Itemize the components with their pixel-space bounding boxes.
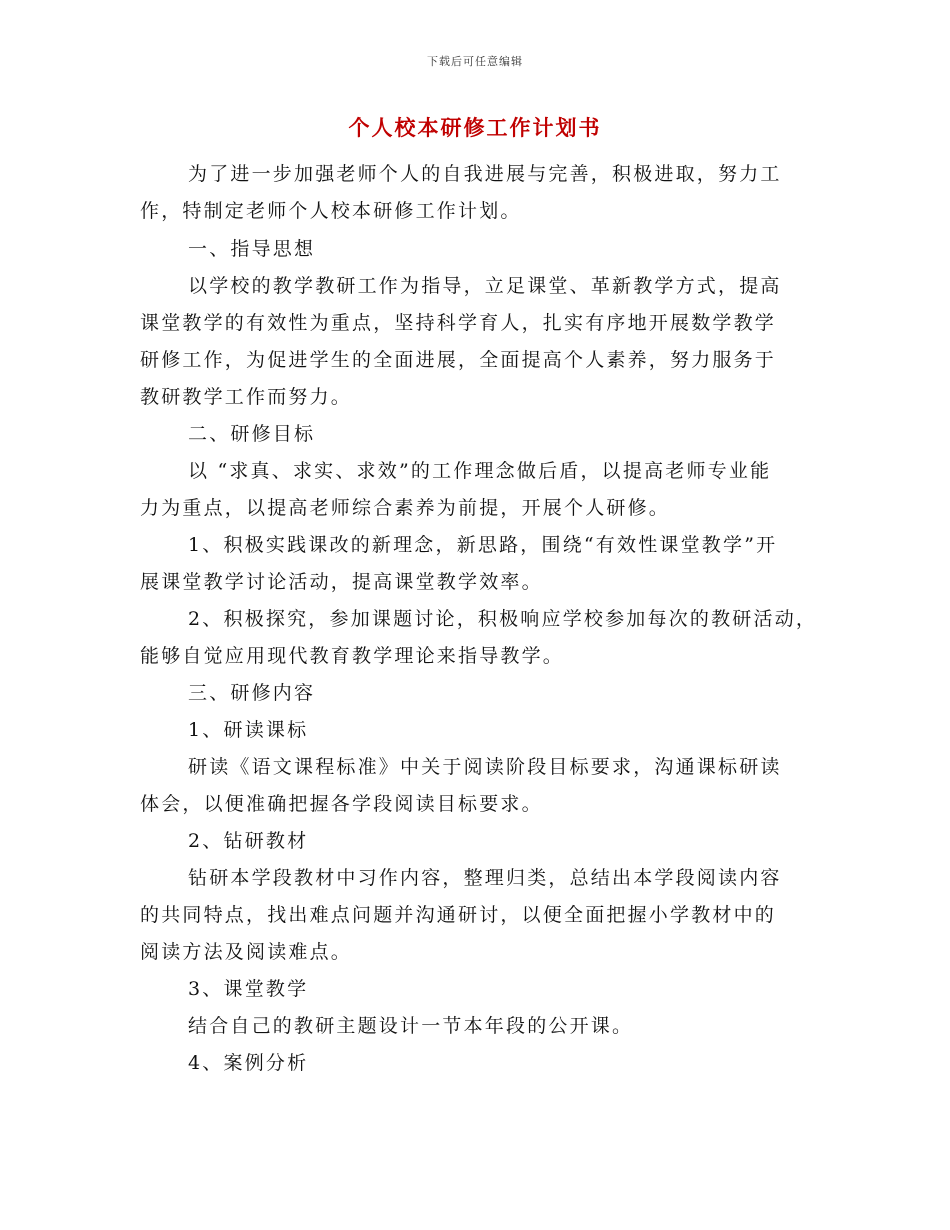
paragraph-line: 2、积极探究，参加课题讨论，积极响应学校参加每次的教研活动，: [188, 608, 818, 630]
paragraph-line: 力为重点，以提高老师综合素养为前提，开展个人研修。: [140, 497, 671, 519]
paragraph-line: 能够自觉应用现代教育教学理论来指导教学。: [140, 645, 565, 667]
section-heading: 二、研修目标: [188, 423, 316, 445]
subsection-heading: 1、研读课标: [188, 719, 309, 741]
paragraph-line: 研修工作，为促进学生的全面进展，全面提高个人素养，努力服务于: [140, 349, 777, 371]
paragraph-line: 体会，以便准确把握各学段阅读目标要求。: [140, 793, 543, 815]
paragraph-line: 以 “求真、求实、求效”的工作理念做后盾，以提高老师专业能: [188, 460, 772, 482]
paragraph-line: 作，特制定老师个人校本研修工作计划。: [140, 200, 522, 222]
subsection-heading: 3、课堂教学: [188, 978, 309, 1000]
page-header: 下载后可任意编辑: [427, 55, 523, 68]
paragraph-line: 的共同特点，找出难点问题并沟通研讨，以便全面把握小学教材中的: [140, 904, 777, 926]
paragraph-line: 为了进一步加强老师个人的自我进展与完善，积极进取，努力工: [188, 163, 782, 185]
paragraph-line: 课堂教学的有效性为重点，坚持科学育人，扎实有序地开展数学教学: [140, 312, 777, 334]
paragraph-line: 阅读方法及阅读难点。: [140, 941, 353, 963]
document-title: 个人校本研修工作计划书: [348, 115, 602, 140]
section-heading: 一、指导思想: [188, 238, 316, 260]
paragraph-line: 1、积极实践课改的新理念，新思路，围绕“有效性课堂教学”开: [188, 534, 778, 556]
paragraph-line: 教研教学工作而努力。: [140, 386, 353, 408]
paragraph-line: 以学校的教学教研工作为指导，立足课堂、革新教学方式，提高: [188, 275, 782, 297]
subsection-heading: 2、钻研教材: [188, 830, 309, 852]
subsection-heading: 4、案例分析: [188, 1052, 309, 1074]
paragraph-line: 研读《语文课程标准》中关于阅读阶段目标要求，沟通课标研读: [188, 756, 782, 778]
paragraph-line: 展课堂教学讨论活动，提高课堂教学效率。: [140, 571, 543, 593]
paragraph-line: 结合自己的教研主题设计一节本年段的公开课。: [188, 1015, 634, 1037]
section-heading: 三、研修内容: [188, 682, 316, 704]
paragraph-line: 钻研本学段教材中习作内容，整理归类，总结出本学段阅读内容: [188, 867, 782, 889]
